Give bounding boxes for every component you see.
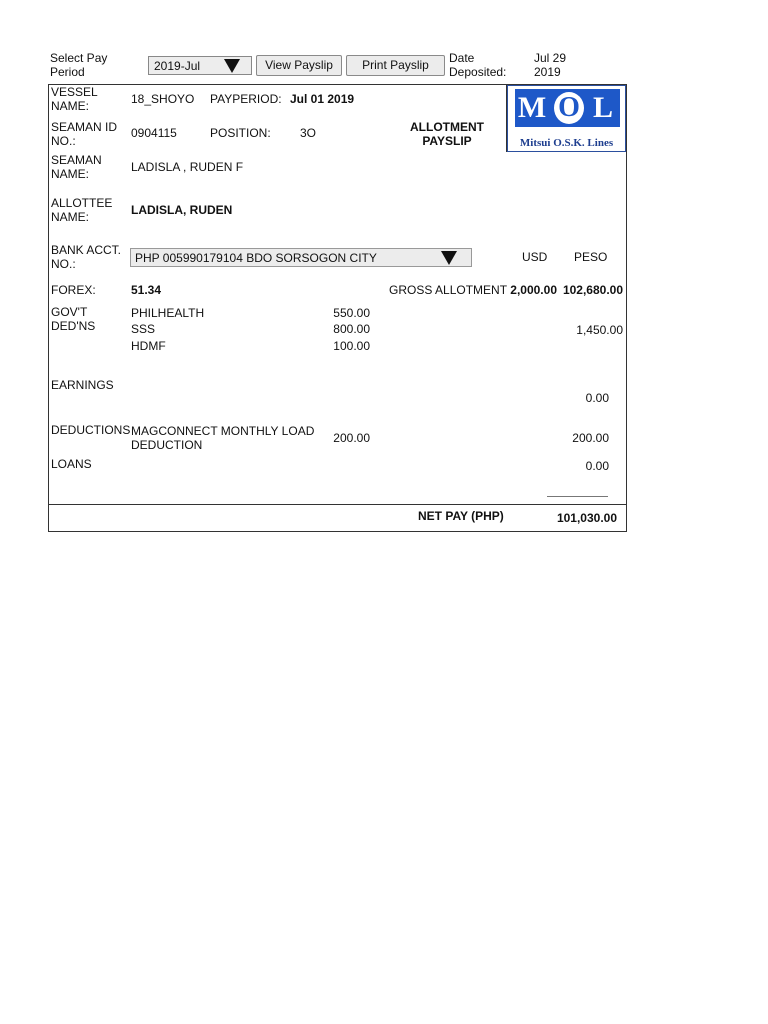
chevron-down-icon[interactable] — [224, 59, 240, 73]
mol-logo — [507, 85, 626, 152]
forex-label: FOREX: — [51, 283, 96, 297]
print-payslip-button[interactable]: Print Payslip — [346, 55, 445, 76]
payperiod-value: Jul 01 2019 — [290, 92, 355, 106]
govt-deductions-label: GOV'T DED'NS — [51, 305, 96, 333]
vessel-name-value: 18_SHOYO — [131, 92, 195, 106]
logo-letter-l: L — [592, 91, 613, 124]
allottee-name-value: LADISLA, RUDEN — [131, 203, 233, 217]
total-underline — [547, 496, 608, 497]
bank-account-label: BANK ACCT. NO.: — [51, 243, 122, 271]
position-label: POSITION: — [210, 126, 271, 140]
bank-account-select[interactable] — [130, 248, 472, 267]
gross-allotment-usd: 2,000.00 — [510, 283, 557, 297]
peso-column-header: PESO — [574, 250, 608, 264]
chevron-down-icon[interactable] — [441, 251, 457, 265]
loans-label: LOANS — [51, 457, 92, 471]
seaman-name-value: LADISLA , RUDEN F — [131, 160, 244, 174]
position-value: 3O — [300, 126, 317, 140]
pay-period-select[interactable] — [148, 56, 252, 75]
govt-item-name: PHILHEALTH — [131, 306, 205, 320]
deduction-item-name: MAGCONNECT MONTHLY LOAD DEDUCTION — [131, 424, 315, 452]
gross-allotment-peso: 102,680.00 — [562, 283, 623, 297]
govt-item-name: SSS — [131, 322, 156, 336]
govt-item-amount: 800.00 — [333, 322, 370, 336]
net-pay-value: 101,030.00 — [556, 511, 617, 525]
logo-letter-m: M — [517, 91, 547, 124]
logo-letter-o: O — [554, 92, 584, 124]
gross-allotment-label: GROSS ALLOTMENT — [389, 283, 508, 297]
govt-item-name: HDMF — [131, 339, 166, 353]
payslip-title: ALLOTMENT PAYSLIP — [410, 120, 484, 148]
seaman-id-value: 0904115 — [131, 126, 177, 140]
logo-subtitle: Mitsui O.S.K. Lines — [519, 137, 614, 149]
deductions-label: DEDUCTIONS — [51, 423, 131, 437]
select-pay-period-label: Select Pay Period — [50, 51, 108, 79]
loans-total: 0.00 — [585, 459, 609, 473]
payperiod-label: PAYPERIOD: — [210, 92, 282, 106]
net-pay-divider — [48, 504, 627, 505]
deduction-item-amount: 200.00 — [333, 431, 370, 445]
earnings-label: EARNINGS — [51, 378, 114, 392]
bank-account-value: PHP 005990179104 BDO SORSOGON CITY — [135, 251, 377, 265]
govt-item-amount: 100.00 — [333, 339, 370, 353]
govt-item-amount: 550.00 — [333, 306, 370, 320]
forex-value: 51.34 — [131, 283, 162, 297]
vessel-name-label: VESSEL NAME: — [51, 85, 98, 113]
earnings-total: 0.00 — [585, 391, 609, 405]
date-deposited-value: Jul 29 2019 — [534, 51, 567, 79]
deductions-total: 200.00 — [572, 431, 609, 445]
usd-column-header: USD — [522, 250, 548, 264]
pay-period-value: 2019-Jul — [154, 59, 201, 73]
seaman-id-label: SEAMAN ID NO.: — [51, 120, 118, 148]
net-pay-label: NET PAY (PHP) — [418, 509, 504, 523]
mol-logo-banner — [515, 89, 620, 127]
view-payslip-button[interactable]: View Payslip — [256, 55, 342, 76]
allottee-name-label: ALLOTTEE NAME: — [51, 196, 113, 224]
seaman-name-label: SEAMAN NAME: — [51, 153, 102, 181]
govt-deductions-total: 1,450.00 — [576, 323, 623, 337]
date-deposited-label: Date Deposited: — [449, 51, 507, 79]
